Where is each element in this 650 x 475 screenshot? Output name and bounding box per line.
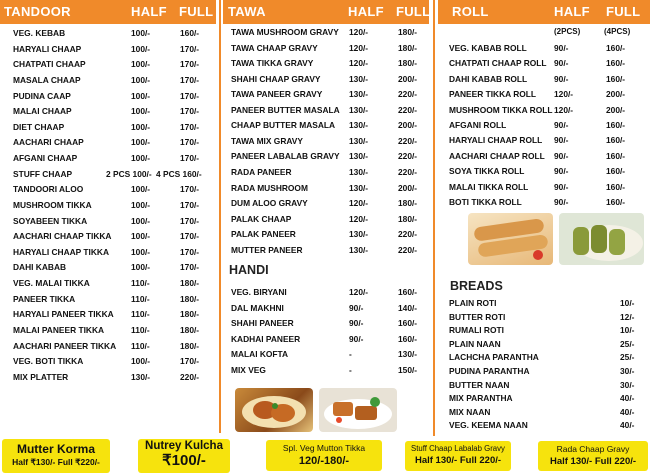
item-name: SHAHI PANEER [231,318,294,329]
price: 12/- [620,311,635,322]
item-name: PLAIN NAAN [449,338,501,349]
full-price: 160/- [606,135,626,146]
half-price: 120/- [554,89,574,100]
full-price: 170/- [180,215,200,226]
tawa-header [223,0,429,24]
tandoor-title: TANDOOR [4,4,71,19]
full-price: 180/- [398,27,418,37]
price: 30/- [620,366,635,376]
item-name: KADHAI PANEER [231,333,301,344]
half-label: HALF [554,4,590,19]
item-name: BUTTER ROTI [449,311,506,322]
item-name: AACHARI CHAAP TIKKA [13,231,112,242]
full-price: 150/- [398,365,418,375]
half-price: 100/- [131,74,151,85]
full-label: FULL [396,4,431,19]
full-price: 160/- [398,318,418,329]
item-name: MUSHROOM TIKKA ROLL [449,104,553,115]
half-price: 100/- [131,199,151,210]
item-name: DAHI KABAB ROLL [449,73,528,84]
half-price: 100/- [131,90,151,101]
half-price: 130/- [349,104,369,115]
half-price: 120/- [349,198,369,209]
full-price: 220/- [398,89,418,100]
item-name: BUTTER NAAN [449,379,510,390]
half-price: 110/- [131,324,150,335]
item-name: PUDINA CAAP [13,90,71,101]
half-price: 110/- [131,293,150,304]
half-price: - [349,349,352,360]
column-divider [219,0,221,433]
item-name: MALAI TIKKA ROLL [449,181,529,192]
item-name: TAWA MUSHROOM GRAVY [231,27,339,37]
half-price: 100/- [131,184,151,195]
handi-title: HANDI [229,263,269,277]
half-price: 100/- [131,153,151,164]
promo-nutrey-kulcha [138,439,230,473]
item-name: BOTI TIKKA ROLL [449,197,522,207]
roll-full-pieces: (4PCS) [604,27,631,36]
promo-title: Spl. Veg Mutton Tikka [282,443,366,453]
item-name: MALAI KOFTA [231,349,289,360]
price: 10/- [620,298,635,308]
item-name: AACHARI CHAAP [13,137,84,148]
kofta-photo [235,388,313,432]
item-name: CHAAP BUTTER MASALA [231,120,336,131]
item-name: STUFF CHAAP [13,168,73,179]
item-name: DAHI KABAB [13,262,67,273]
half-price: 90/- [554,73,569,84]
full-price: 160/- [606,58,626,69]
full-price: 170/- [180,43,200,54]
full-price: 220/- [398,229,418,240]
full-price: 160/- [606,120,626,130]
half-price: 130/- [349,166,369,177]
full-price: 160/- [606,73,626,84]
item-name: CHATPATI CHAAP [13,59,86,70]
half-price: 120/- [349,42,369,53]
price: 40/- [620,420,635,431]
full-price: 220/- [398,135,418,146]
full-price: 140/- [398,302,418,313]
full-price: 220/- [398,104,418,115]
half-price: 100/- [131,43,151,54]
full-price: 200/- [398,182,418,193]
full-label: FULL [179,4,214,19]
column-divider [433,0,435,436]
half-price: 90/- [554,43,569,53]
item-name: MUSHROOM TIKKA [13,199,92,210]
promo-title: Rada Chaap Gravy [556,444,630,454]
promo-rada-chaap [538,441,648,471]
half-price: 100/- [131,121,151,132]
roll-header [438,0,650,24]
tikka-photo [319,388,397,432]
half-price: 120/- [554,104,574,115]
tawa-section [223,0,429,437]
item-name: TANDOORI ALOO [13,184,84,195]
full-price: 170/- [180,59,200,70]
full-price: 170/- [180,199,200,210]
item-name: HARYALI CHAAP [13,43,82,54]
item-name: RADA MUSHROOM [231,182,308,193]
full-price: 180/- [398,213,418,224]
half-price: 100/- [131,231,151,242]
half-price: 130/- [349,182,369,193]
item-name: VEG. BIRYANI [231,287,287,297]
full-price: 170/- [180,153,200,164]
full-price: 180/- [180,293,200,304]
full-price: 180/- [398,42,418,53]
full-price: 180/- [180,278,200,289]
full-price: 200/- [606,89,626,100]
full-price: 170/- [180,184,200,195]
half-price: 110/- [131,309,150,320]
item-name: MIX NAAN [449,406,491,417]
half-label: HALF [348,4,384,19]
item-name: PALAK PANEER [231,229,296,240]
full-price: 160/- [398,287,418,297]
promo-stuff-chaap [405,441,511,471]
half-price: 100/- [131,28,151,38]
roll-half-pieces: (2PCS) [554,27,581,36]
item-name: RUMALI ROTI [449,325,504,336]
item-name: SOYABEEN TIKKA [13,215,88,226]
promo-title: Nutrey Kulcha [145,440,223,452]
half-price: 110/- [131,278,150,289]
half-price: 100/- [131,262,151,273]
full-price: 180/- [398,198,418,209]
full-price: 170/- [180,246,200,257]
item-name: VEG. KEEMA NAAN [449,420,528,431]
item-name: DUM ALOO GRAVY [231,198,308,209]
half-price: 90/- [554,181,569,192]
half-price: 90/- [349,333,364,344]
full-price: 170/- [180,231,200,242]
item-name: MUTTER PANEER [231,244,303,255]
full-price: 180/- [398,58,418,69]
full-price: 4 PCS 160/- [156,168,202,179]
item-name: DIET CHAAP [13,121,65,132]
item-name: HARYALI PANEER TIKKA [13,309,114,320]
full-price: 160/- [606,43,626,53]
item-name: AACHARI CHAAP ROLL [449,150,545,161]
half-price: 130/- [349,89,369,100]
promo-title: Stuff Chaap Labalab Gravy [411,444,505,453]
full-price: 130/- [398,349,418,360]
item-name: MIX VEG [231,365,266,375]
item-name: TAWA MIX GRAVY [231,135,303,146]
item-name: DAL MAKHNI [231,302,284,313]
half-price: 100/- [131,215,151,226]
full-price: 170/- [180,356,200,367]
half-price: 90/- [349,302,364,313]
half-price: 130/- [349,73,369,84]
full-price: 160/- [606,181,626,192]
tandoor-section [0,0,216,435]
price: 25/- [620,338,635,349]
half-label: HALF [131,4,167,19]
half-price: 120/- [349,58,369,69]
half-price: 100/- [131,137,151,148]
full-price: 170/- [180,106,200,117]
promo-price: Half 130/- Full 220/- [549,456,637,467]
half-price: 90/- [554,58,569,69]
full-price: 160/- [606,150,626,161]
half-price: 90/- [554,197,569,207]
half-price: 90/- [554,120,569,130]
item-name: TAWA PANEER GRAVY [231,89,323,100]
half-price: 120/- [349,27,369,37]
price: 25/- [620,352,635,363]
roll-title: ROLL [452,4,489,19]
item-name: MIX PARANTHA [449,393,513,404]
item-name: TAWA TIKKA GRAVY [231,58,314,69]
promo-price: Half 130/- Full 220/- [414,455,502,466]
promo-title: Mutter Korma [16,442,95,456]
full-price: 220/- [398,151,418,162]
breads-title: BREADS [450,279,503,293]
item-name: PALAK CHAAP [231,213,292,224]
full-price: 170/- [180,121,200,132]
item-name: TAWA CHAAP GRAVY [231,42,318,53]
promo-mutter-korma [2,439,110,473]
full-price: 160/- [606,197,626,207]
item-name: MIX PLATTER [13,371,69,382]
full-price: 170/- [180,137,200,148]
half-price: 130/- [349,120,369,131]
item-name: AACHARI PANEER TIKKA [13,340,117,351]
full-price: 160/- [180,28,200,38]
full-price: 200/- [606,104,626,115]
item-name: VEG. KEBAB [13,28,66,38]
full-price: 220/- [398,244,418,255]
promo-veg-mutton-tikka [266,440,382,471]
full-label: FULL [606,4,641,19]
half-price: 100/- [131,59,151,70]
half-price: 100/- [131,246,151,257]
price: 10/- [620,325,635,336]
full-price: 200/- [398,73,418,84]
price: 40/- [620,406,635,417]
item-name: LACHCHA PARANTHA [449,352,539,363]
chaap-photo [559,213,644,265]
item-name: AFGANI CHAAP [13,153,78,164]
full-price: 170/- [180,262,200,273]
full-price: 220/- [398,166,418,177]
price: 40/- [620,393,635,404]
half-price: - [349,365,352,375]
item-name: CHATPATI CHAAP ROLL [449,58,547,69]
item-name: PANEER TIKKA ROLL [449,89,537,100]
item-name: MALAI CHAAP [13,106,72,117]
half-price: 90/- [554,166,569,177]
item-name: VEG. KABAB ROLL [449,43,527,53]
promo-price: ₹100/- [162,452,206,469]
full-price: 180/- [180,340,200,351]
full-price: 170/- [180,74,200,85]
promo-price: Half ₹130/- Full ₹220/- [12,457,100,467]
full-price: 220/- [180,371,200,382]
full-price: 200/- [398,120,418,131]
half-price: 2 PCS 100/- [106,168,152,179]
item-name: PLAIN ROTI [449,298,497,308]
item-name: HARYALI CHAAP ROLL [449,135,543,146]
item-name: PANEER BUTTER MASALA [231,104,340,115]
item-name: HARYALI CHAAP TIKKA [13,246,110,257]
item-name: SOYA TIKKA ROLL [449,166,525,177]
half-price: 130/- [131,371,151,382]
tandoor-header [0,0,216,24]
half-price: 120/- [349,287,369,297]
price: 30/- [620,379,635,390]
half-price: 130/- [349,244,369,255]
half-price: 100/- [131,106,151,117]
half-price: 100/- [131,356,151,367]
item-name: PANEER LABALAB GRAVY [231,151,340,162]
half-price: 90/- [554,135,569,146]
item-name: MASALA CHAAP [13,74,81,85]
full-price: 160/- [606,166,626,177]
roll-photo [468,213,553,265]
item-name: RADA PANEER [231,166,292,177]
half-price: 130/- [349,229,369,240]
half-price: 130/- [349,151,369,162]
half-price: 130/- [349,135,369,146]
roll-section [438,0,650,436]
item-name: MALAI PANEER TIKKA [13,324,105,335]
full-price: 180/- [180,309,200,320]
half-price: 90/- [349,318,364,329]
item-name: PUDINA PARANTHA [449,366,530,376]
full-price: 170/- [180,90,200,101]
item-name: PANEER TIKKA [13,293,76,304]
half-price: 90/- [554,150,569,161]
item-name: SHAHI CHAAP GRAVY [231,73,321,84]
tawa-title: TAWA [228,4,266,19]
full-price: 160/- [398,333,418,344]
item-name: VEG. BOTI TIKKA [13,356,84,367]
full-price: 180/- [180,324,200,335]
item-name: AFGANI ROLL [449,120,507,130]
item-name: VEG. MALAI TIKKA [13,278,90,289]
promo-price: 120/-180/- [298,455,350,467]
half-price: 110/- [131,340,150,351]
half-price: 120/- [349,213,369,224]
